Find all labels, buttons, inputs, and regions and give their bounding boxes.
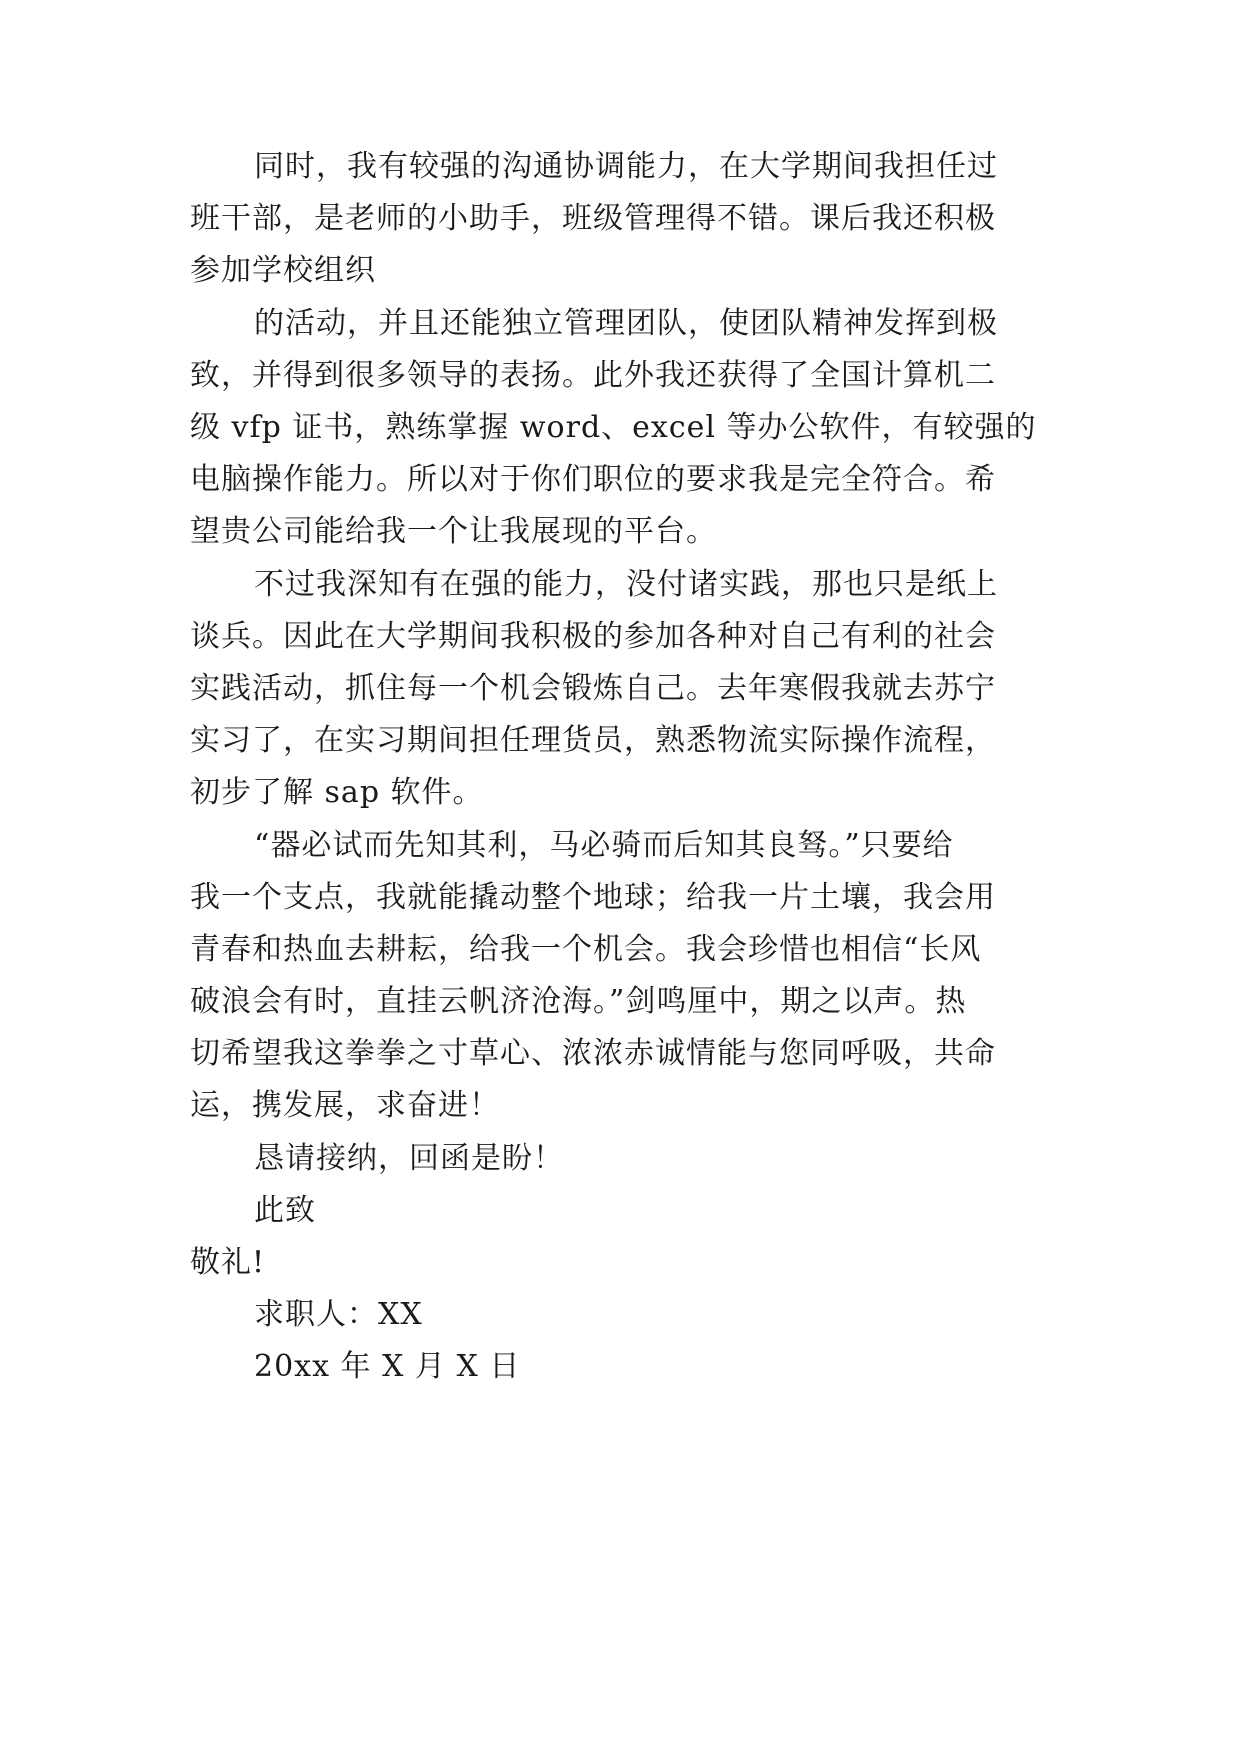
signature-applicant: 求职人：XX (254, 1297, 423, 1332)
paragraph-line: 级 vfp 证书，熟练掌握 word、excel 等办公软件，有较强的 (190, 410, 1037, 445)
paragraph-line: 同时，我有较强的沟通协调能力，在大学期间我担任过 (254, 149, 998, 184)
paragraph-line: 致，并得到很多领导的表扬。此外我还获得了全国计算机二 (190, 358, 996, 393)
paragraph-line: 不过我深知有在强的能力，没付诸实践，那也只是纸上 (254, 567, 998, 602)
paragraph-line: 实践活动，抓住每一个机会锻炼自己。去年寒假我就去苏宁 (190, 671, 996, 706)
paragraph-line: 青春和热血去耕耘，给我一个机会。我会珍惜也相信“长风 (190, 932, 982, 967)
paragraph-line: 谈兵。因此在大学期间我积极的参加各种对自己有利的社会 (190, 619, 996, 654)
paragraph-line: 望贵公司能给我一个让我展现的平台。 (190, 514, 717, 549)
paragraph-line: 的活动，并且还能独立管理团队，使团队精神发挥到极 (254, 306, 998, 341)
salutation-respect: 敬礼! (190, 1245, 266, 1280)
paragraph-line: 我一个支点，我就能撬动整个地球；给我一片土壤，我会用 (190, 880, 996, 915)
paragraph-line: 初步了解 sap 软件。 (190, 775, 484, 810)
paragraph-line: 破浪会有时，直挂云帆济沧海。”剑鸣厘中，期之以声。热 (190, 984, 967, 1019)
paragraph-line: 实习了，在实习期间担任理货员，熟悉物流实际操作流程， (190, 723, 996, 758)
closing-request: 恳请接纳，回函是盼！ (254, 1141, 564, 1176)
paragraph-line: 运，携发展，求奋进！ (190, 1088, 500, 1123)
paragraph-line: “器必试而先知其利，马必骑而后知其良驽。”只要给 (254, 828, 954, 863)
paragraph-line: 切希望我这拳拳之寸草心、浓浓赤诚情能与您同呼吸，共命 (190, 1036, 996, 1071)
paragraph-line: 参加学校组织 (190, 253, 376, 288)
salutation-close: 此致 (254, 1193, 316, 1228)
paragraph-line: 电脑操作能力。所以对于你们职位的要求我是完全符合。希 (190, 462, 996, 497)
signature-date: 20xx 年 X 月 X 日 (254, 1349, 521, 1384)
paragraph-line: 班干部，是老师的小助手，班级管理得不错。课后我还积极 (190, 201, 996, 236)
